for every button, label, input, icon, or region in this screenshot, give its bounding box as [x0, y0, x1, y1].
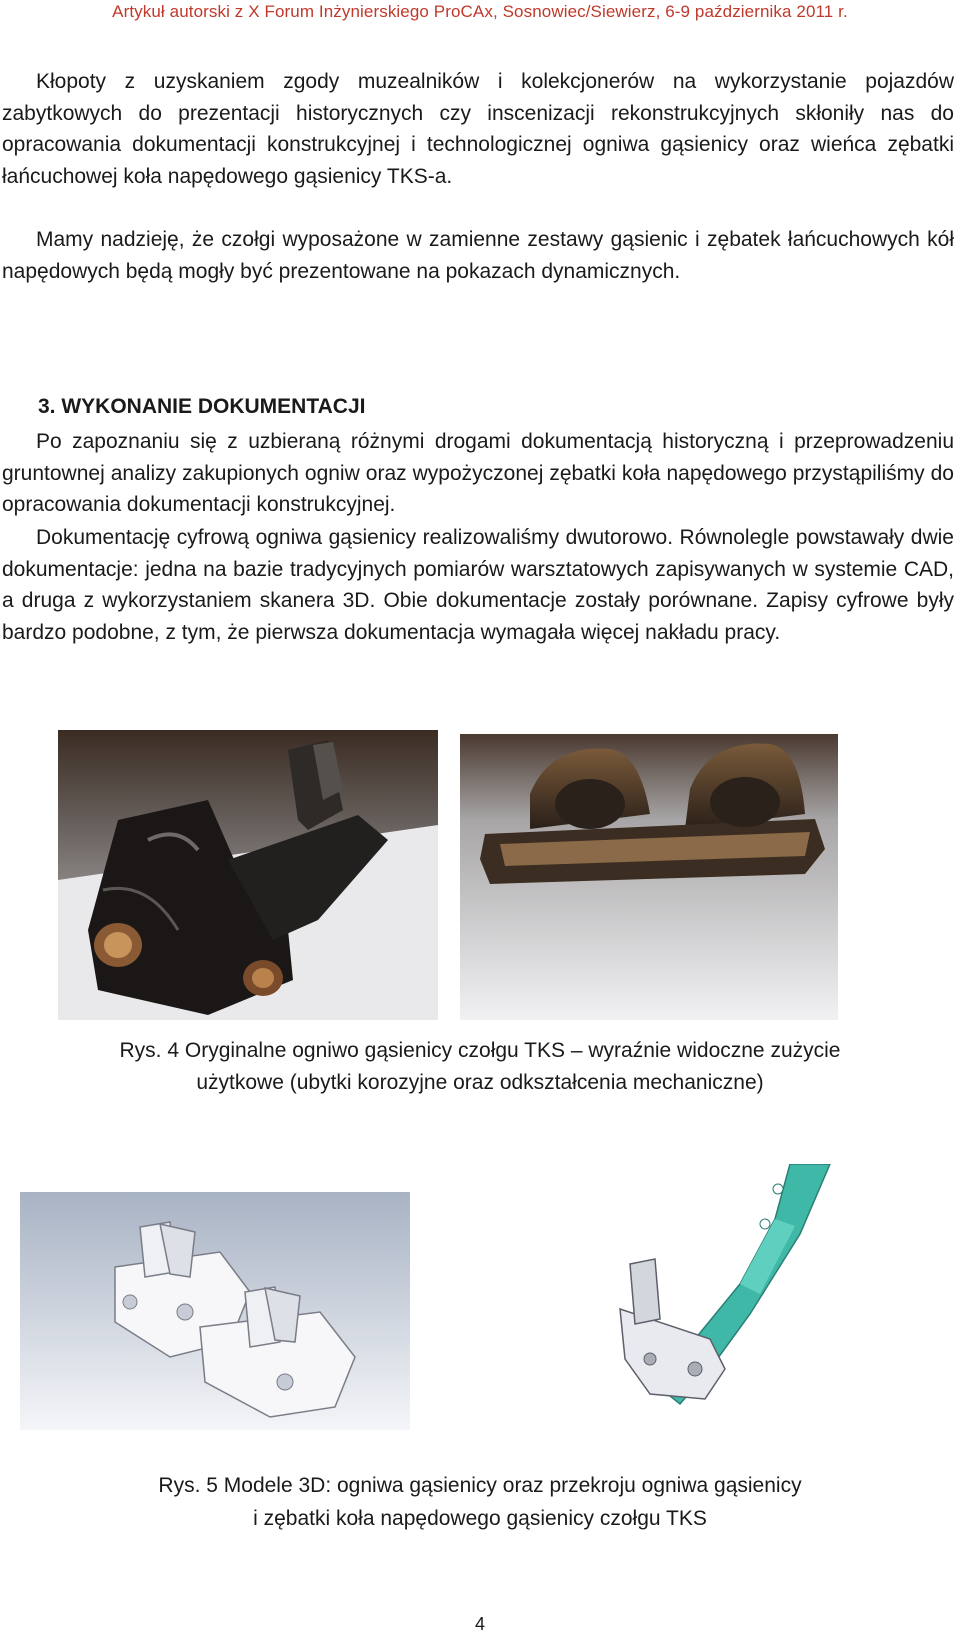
- paragraph-2: Mamy nadzieję, że czołgi wyposażone w zamienne zestawy gąsienic i zębatek łańcuchowych kół napędowych będą mogły być prezentowane na pokazach dynamicznych.: [2, 228, 954, 283]
- paragraph-3: Po zapoznaniu się z uzbieraną różnymi drogami dokumentacją historyczną i przeprowadzeniu gruntownej analizy zakupionych ogniw oraz wypożyczonej zębatki koła napędowego przystąpiliśmy do opracowania dokumentacji konstrukcyjnej.: [2, 430, 954, 516]
- figure-5-caption-line-2: i zębatki koła napędowego gąsienicy czołgu TKS: [253, 1507, 707, 1530]
- figure-4-caption-line-1: Rys. 4 Oryginalne ogniwo gąsienicy czołgu TKS – wyraźnie widoczne zużycie: [119, 1039, 841, 1062]
- photo-track-link-side: [58, 730, 438, 1020]
- paragraph-1: Kłopoty z uzyskaniem zgody muzealników i kolekcjonerów na wykorzystanie pojazdów zabytkowych do prezentacji historycznych czy inscenizacji rekonstrukcyjnych skłoniły nas do opracowania dokumentacji konstrukcyjnej i technologicznej ogniwa gąsienicy oraz wieńca zębatki łańcuchowej koła napędowego gąsienicy TKS-a.: [2, 70, 954, 188]
- page-number: 4: [474, 1614, 485, 1634]
- running-header: Artykuł autorski z X Forum Inżynierskiego ProCAx, Sosnowiec/Siewierz, 6-9 października 2011 r.: [112, 2, 848, 21]
- section-heading: 3. WYKONANIE DOKUMENTACJI: [38, 395, 366, 418]
- figure-4-caption-line-2: użytkowe (ubytki korozyjne oraz odkształcenia mechaniczne): [196, 1071, 764, 1094]
- photo-track-link-front: [460, 734, 838, 1020]
- render-track-links-3d: [20, 1192, 410, 1430]
- figure-5-caption-line-1: Rys. 5 Modele 3D: ogniwa gąsienicy oraz przekroju ogniwa gąsienicy: [158, 1474, 802, 1497]
- render-sprocket-section-3d: [600, 1164, 870, 1434]
- paragraph-4: Dokumentację cyfrową ogniwa gąsienicy realizowaliśmy dwutorowo. Równolegle powstawały dwie dokumentacje: jedna na bazie tradycyjnych pomiarów warsztatowych zapisywanych w systemie CAD, a druga z wykorzystaniem skanera 3D. Obie dokumentacje zostały porównane. Zapisy cyfrowe były bardzo podobne, z tym, że pierwsza dokumentacja wymagała więcej nakładu pracy.: [2, 526, 954, 644]
